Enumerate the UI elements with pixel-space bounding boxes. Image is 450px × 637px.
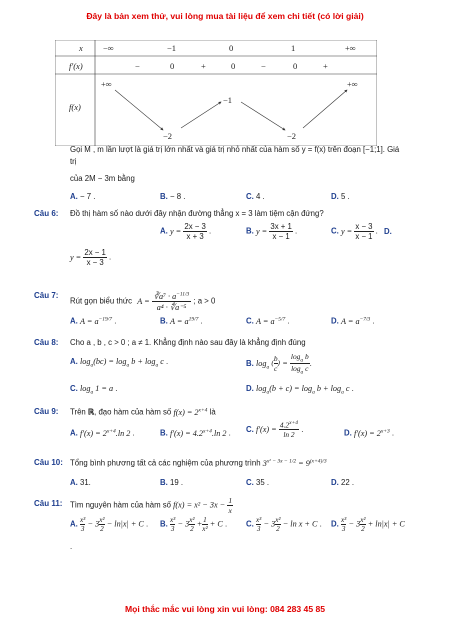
q9-option-a: A. $f'(x) = 2^{x+4}.\ln$ 2 .: [70, 428, 135, 438]
q10-option-d: D. 22 .: [331, 478, 354, 487]
q6-label: Câu 6:: [34, 209, 59, 218]
f-val-2: −2: [163, 131, 173, 141]
f-val-5: +∞: [347, 79, 358, 89]
q9-stem: Trên ℝ, đạo hàm của hàm số $f(x) = 2^{x+4}$ là: [70, 407, 216, 417]
q10-option-a: A. 31.: [70, 478, 91, 487]
prev-stem-1: Gọi M , m lần lượt là giá trị lớn nhất và giá trị nhỏ nhất của hàm số y = f(x) trên đoạn [−1;1]. Giá: [70, 145, 400, 154]
q9-label: Câu 9:: [34, 407, 59, 416]
f-val-3: −1: [223, 95, 233, 105]
q11-trailing-dot: .: [70, 542, 73, 551]
q6-option-a: A. y = $\frac{2x - 3}{x + 3}$ .: [160, 222, 212, 241]
deriv-sign-4: 0: [231, 61, 236, 71]
x-val-1: −∞: [103, 43, 114, 53]
f-label: f(x): [69, 102, 81, 112]
q11-option-b: B. $\frac{\text{x³}}{3}$ − 3 $\frac{\text{x²}}{2}$ + $\frac{1}{\text{x²}}$ + C .: [160, 516, 228, 533]
x-val-2: −1: [167, 43, 177, 53]
deriv-sign-1: −: [135, 61, 140, 71]
q8-option-b: B. $\log_a$ ( $\frac{b}{c}$ ) = $\frac{\log_a b}{\log_a c}$ .: [246, 352, 312, 376]
deriv-sign-3: +: [201, 61, 206, 71]
x-val-5: +∞: [345, 43, 356, 53]
q6-option-c: C. y = $\frac{x - 3}{x - 1}$ . D.: [331, 222, 392, 241]
prev-option-d: D. 5 .: [331, 192, 350, 201]
q9-option-d: D. $f'(x) = 2^{x+3}$ .: [344, 428, 395, 438]
q6-stem: Đồ thị hàm số nào dưới đây nhận đường thẳng x = 3 làm tiệm cận đứng?: [70, 209, 324, 218]
q11-option-d: D. $\frac{\text{x³}}{3}$ − 3 $\frac{\text{x²}}{2}$ + ln|x| + C: [331, 516, 405, 533]
q6-option-d-expr: y = $\frac{2x - 1}{x - 3}$ .: [70, 248, 112, 267]
q10-stem: Tổng bình phương tất cả các nghiệm của phương trình $3^{x^2 - 3x - 1/2} = 9^{(x+4)/3}$: [70, 458, 327, 468]
f-val-4: −2: [287, 131, 297, 141]
prev-option-b: B. − 8 .: [160, 192, 186, 201]
q10-option-b: B. 19 .: [160, 478, 183, 487]
q8-option-a: A. $\log_a(bc) = \log_a b + \log_a c$ .: [70, 357, 169, 369]
deriv-sign-6: 0: [293, 61, 298, 71]
deriv-sign-7: +: [323, 61, 328, 71]
q7-option-a: A. $A = a^{-19/7}$ .: [70, 316, 117, 326]
deriv-label: f′(x): [69, 61, 83, 71]
q7-label: Câu 7:: [34, 291, 59, 300]
variation-table: [55, 40, 377, 146]
prev-option-a: A. − 7 .: [70, 192, 96, 201]
q7-option-d: D. $A = a^{-7/3}$ .: [331, 316, 375, 326]
q7-option-c: C. $A = a^{-5/7}$ .: [246, 316, 290, 326]
q8-stem: Cho a , b , c > 0 ; a ≠ 1. Khẳng định nào sau đây là khẳng định đúng: [70, 338, 306, 347]
deriv-sign-2: 0: [170, 61, 175, 71]
prev-option-c: C. 4 .: [246, 192, 265, 201]
q7-stem: Rút gọn biểu thức A = $\frac{∛a^7 \cdot a^{-11/3}}{\text{a⁴ · ∜a⁻⁵}}$ ; a > 0: [70, 291, 216, 312]
q8-label: Câu 8:: [34, 338, 59, 347]
q11-option-a: A. $\frac{\text{x³}}{3}$ − 3 $\frac{\text{x²}}{2}$ − ln|x| + C .: [70, 516, 149, 533]
q6-option-b: B. y = $\frac{3x + 1}{x - 1}$ .: [246, 222, 298, 241]
x-val-3: 0: [229, 43, 234, 53]
f-val-1: +∞: [101, 79, 112, 89]
q8-option-c: C. $\log_a 1 = a$ .: [70, 384, 118, 396]
prev-stem-2: trị: [70, 157, 77, 166]
header-notice: Đây là bản xem thử, vui lòng mua tài liệu để xem chi tiết (có lời giải): [86, 11, 364, 21]
q9-option-c: C. f′(x) = $\frac{4.2^{x+4}}{\ln 2}$ .: [246, 420, 304, 440]
q10-label: Câu 10:: [34, 458, 63, 467]
q10-option-c: C. 35 .: [246, 478, 269, 487]
footer-notice: Mọi thắc mắc vui lòng xin vui lòng: 084 283 45 85: [124, 604, 326, 614]
q8-option-d: D. $\log_a(b + c) = \log_a b + \log_a c$ .: [246, 384, 354, 396]
q9-option-b: B. $f'(x) = 4.2^{x+4}.\ln$ 2 .: [160, 428, 231, 438]
x-label: x: [79, 43, 83, 53]
q11-stem: Tìm nguyên hàm của hàm số f(x) = x² − 3x − $\frac{1}{x}$: [70, 496, 233, 515]
prev-stem-3: của 2M − 3m bằng: [70, 174, 135, 183]
deriv-sign-5: −: [261, 61, 266, 71]
x-val-4: 1: [291, 43, 296, 53]
q11-label: Câu 11:: [34, 499, 63, 508]
q7-option-b: B. $A = a^{19/7}$ .: [160, 316, 203, 326]
q11-option-c: C. $\frac{\text{x³}}{3}$ − 3 $\frac{\text{x²}}{2}$ − ln x + C .: [246, 516, 322, 533]
